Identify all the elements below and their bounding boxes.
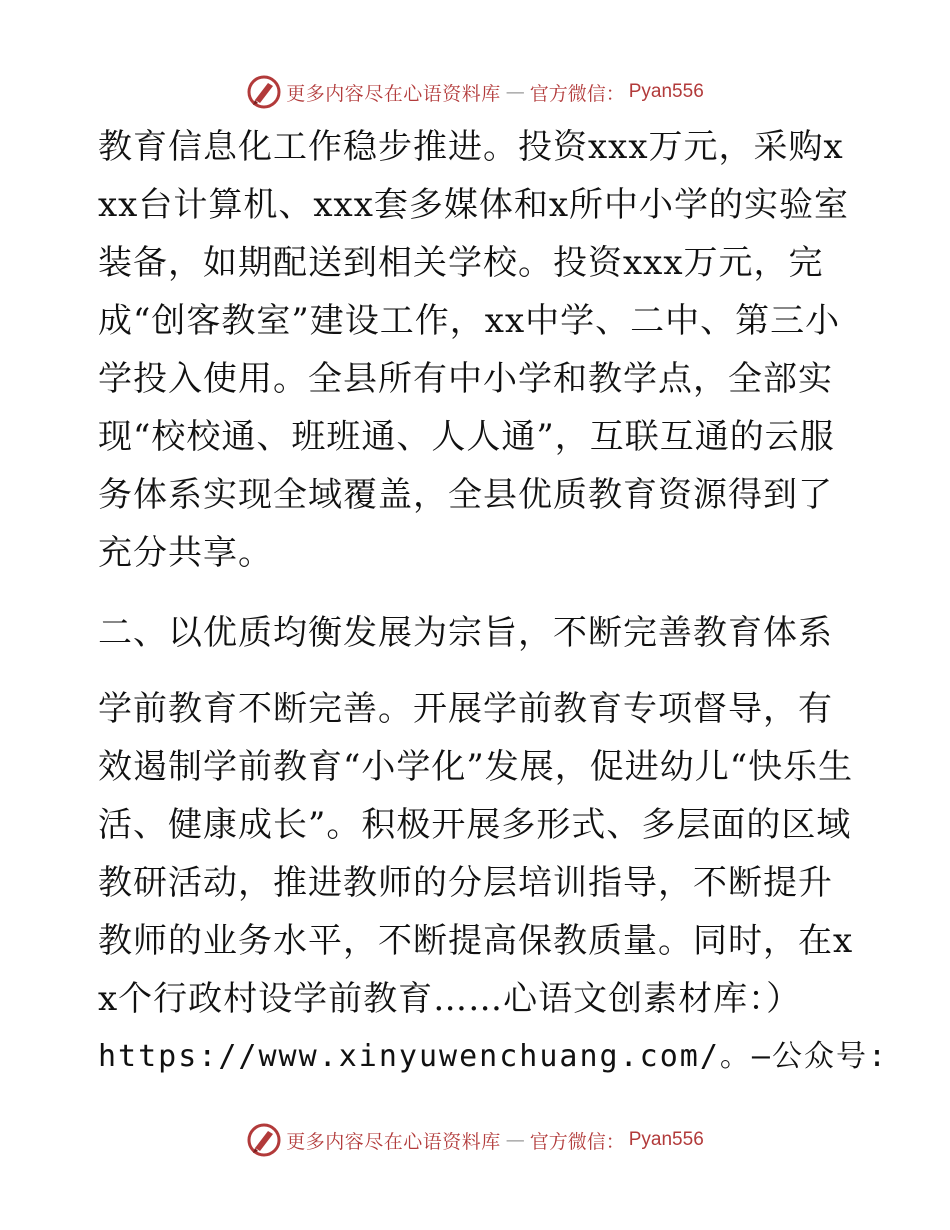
watermark-separator: — [505, 81, 525, 103]
watermark-wechat-id: Pyan556 [628, 81, 704, 102]
watermark-banner-top [0, 72, 950, 112]
watermark-text: 更多内容尽在心语资料库 [286, 82, 501, 105]
url-line: https://www.xinyuwenchuang.com/。—公众号: [98, 1039, 889, 1074]
watermark-wechat-label: 官方微信： [529, 1130, 625, 1153]
pen-logo-icon [246, 74, 282, 110]
paragraph-preschool: 学前教育不断完善。开展学前教育专项督导，有效遏制学前教育“小学化”发展，促进幼儿“快乐生活、健康成长”。积极开展多形式、多层面的区域教研活动，推进教师的分层培训指导，不断提升教师的业务水平，不断提高保教质量。同时，在xx个行政村设学前教育……心语文创素材库：） [98, 689, 854, 1019]
pen-logo-icon [246, 1122, 282, 1158]
watermark-wechat-id: Pyan556 [628, 1129, 704, 1150]
section-heading-2: 二、以优质均衡发展为宗旨，不断完善教育体系 [98, 613, 833, 653]
watermark-banner-bottom [0, 1120, 950, 1160]
watermark-text: 更多内容尽在心语资料库 [286, 1130, 501, 1153]
watermark-separator: — [505, 1129, 525, 1151]
paragraph-informatization: 教育信息化工作稳步推进。投资xxx万元，采购xxx台计算机、xxx套多媒体和x所中小学的实验室装备，如期配送到相关学校。投资xxx万元，完成“创客教室”建设工作，xx中学、二中、第三小学投入使用。全县所有中小学和教学点，全部实现“校校通、班班通、人人通”，互联互通的云服务体系实现全域覆盖，全县优质教育资源得到了充分共享。 [98, 127, 850, 573]
document-body [98, 118, 889, 1086]
watermark-wechat-label: 官方微信： [529, 82, 625, 105]
